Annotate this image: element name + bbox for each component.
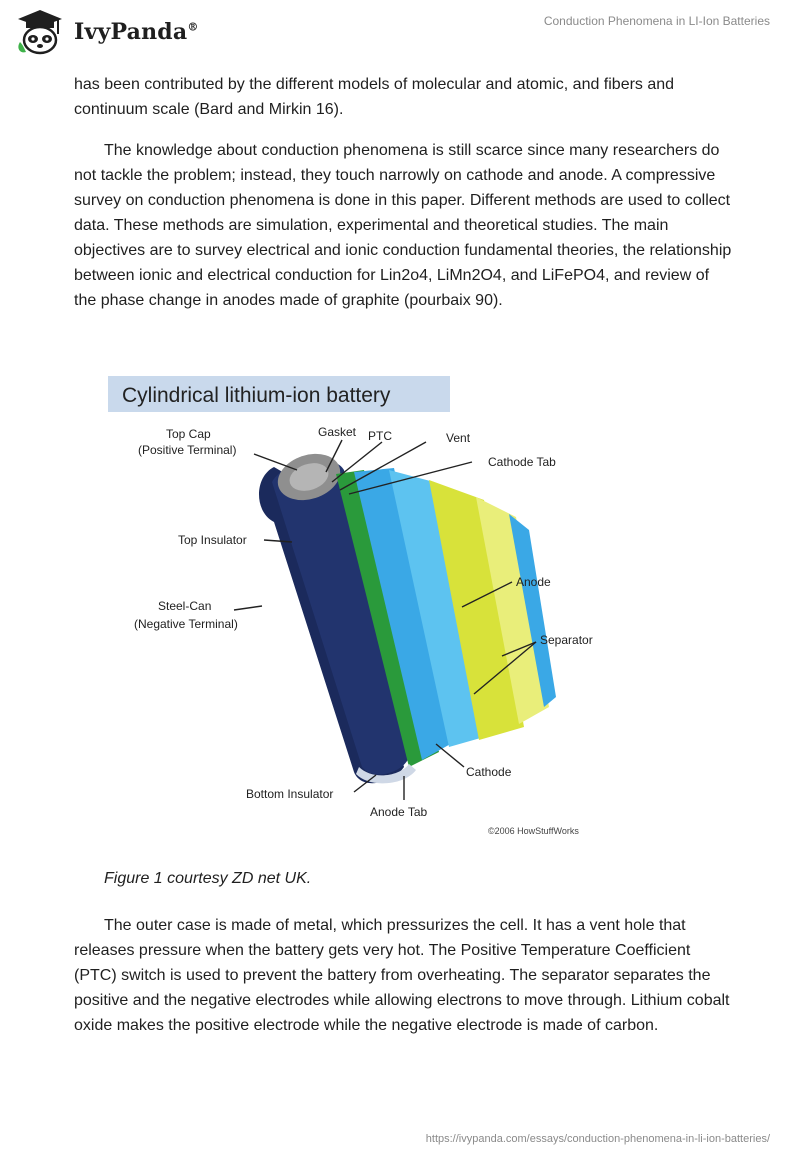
label-bottom-insulator: Bottom Insulator [246, 787, 334, 801]
label-separator: Separator [540, 633, 593, 647]
battery-figure [104, 372, 624, 842]
label-cathode-tab: Cathode Tab [488, 455, 556, 469]
ivypanda-logo[interactable] [14, 8, 199, 56]
panda-graduate-icon [14, 8, 66, 56]
figure-caption: Figure 1 courtesy ZD net UK. [104, 870, 312, 887]
label-gasket: Gasket [318, 425, 357, 439]
label-vent: Vent [446, 431, 471, 445]
page-header [0, 0, 800, 70]
label-ptc: PTC [368, 429, 392, 443]
battery-body [259, 446, 556, 783]
label-anode: Anode [516, 575, 551, 589]
battery-diagram [104, 372, 624, 842]
label-top-insulator: Top Insulator [178, 533, 247, 547]
label-steel-can-sub: (Negative Terminal) [134, 617, 238, 631]
label-cathode: Cathode [466, 765, 512, 779]
label-steel-can: Steel-Can [158, 599, 212, 613]
label-anode-tab: Anode Tab [370, 805, 428, 819]
document-title: Conduction Phenomena in LI-Ion Batteries [543, 14, 770, 28]
paragraph-1: has been contributed by the different models of molecular and atomic, and fibers and continuum scale (Bard and Mirkin 16). [74, 76, 675, 118]
paragraph-3: The outer case is made of metal, which pressurizes the cell. It has a vent hole that releases pressure when the battery gets very hot. The Positive Temperature Coefficient (PTC) switch is used to prevent the battery from overheating. The separator separates the positive and the negative electrodes while allowing electrons to move through. Lithium cobalt oxide makes the positive electrode while the negative electrode is made of carbon. [74, 917, 730, 1034]
source-url[interactable]: https://ivypanda.com/essays/conduction-phenomena-in-li-ion-batteries/ [425, 1133, 770, 1145]
figure-title: Cylindrical lithium-ion battery [122, 384, 391, 407]
paragraph-2: The knowledge about conduction phenomena is still scarce since many researchers do not tackle the problem; instead, they touch narrowly on cathode and anode. A compressive survey on conduction phenomena is done in this paper. Different methods are used to collect data. These methods are simulation, experimental and theoretical studies. The main objectives are to survey electrical and ionic conduction fundamental theories, the relationship between ionic and electrical conduction for Lin2o4, LiMn2O4, and LiFePO4, and review of the phase change in anodes made of graphite (pourbaix 90). [74, 142, 732, 309]
label-top-cap: Top Cap [166, 427, 211, 441]
brand-name: IvyPanda® [74, 19, 199, 45]
figure-credit: ©2006 HowStuffWorks [488, 826, 579, 836]
label-top-cap-sub: (Positive Terminal) [138, 443, 237, 457]
